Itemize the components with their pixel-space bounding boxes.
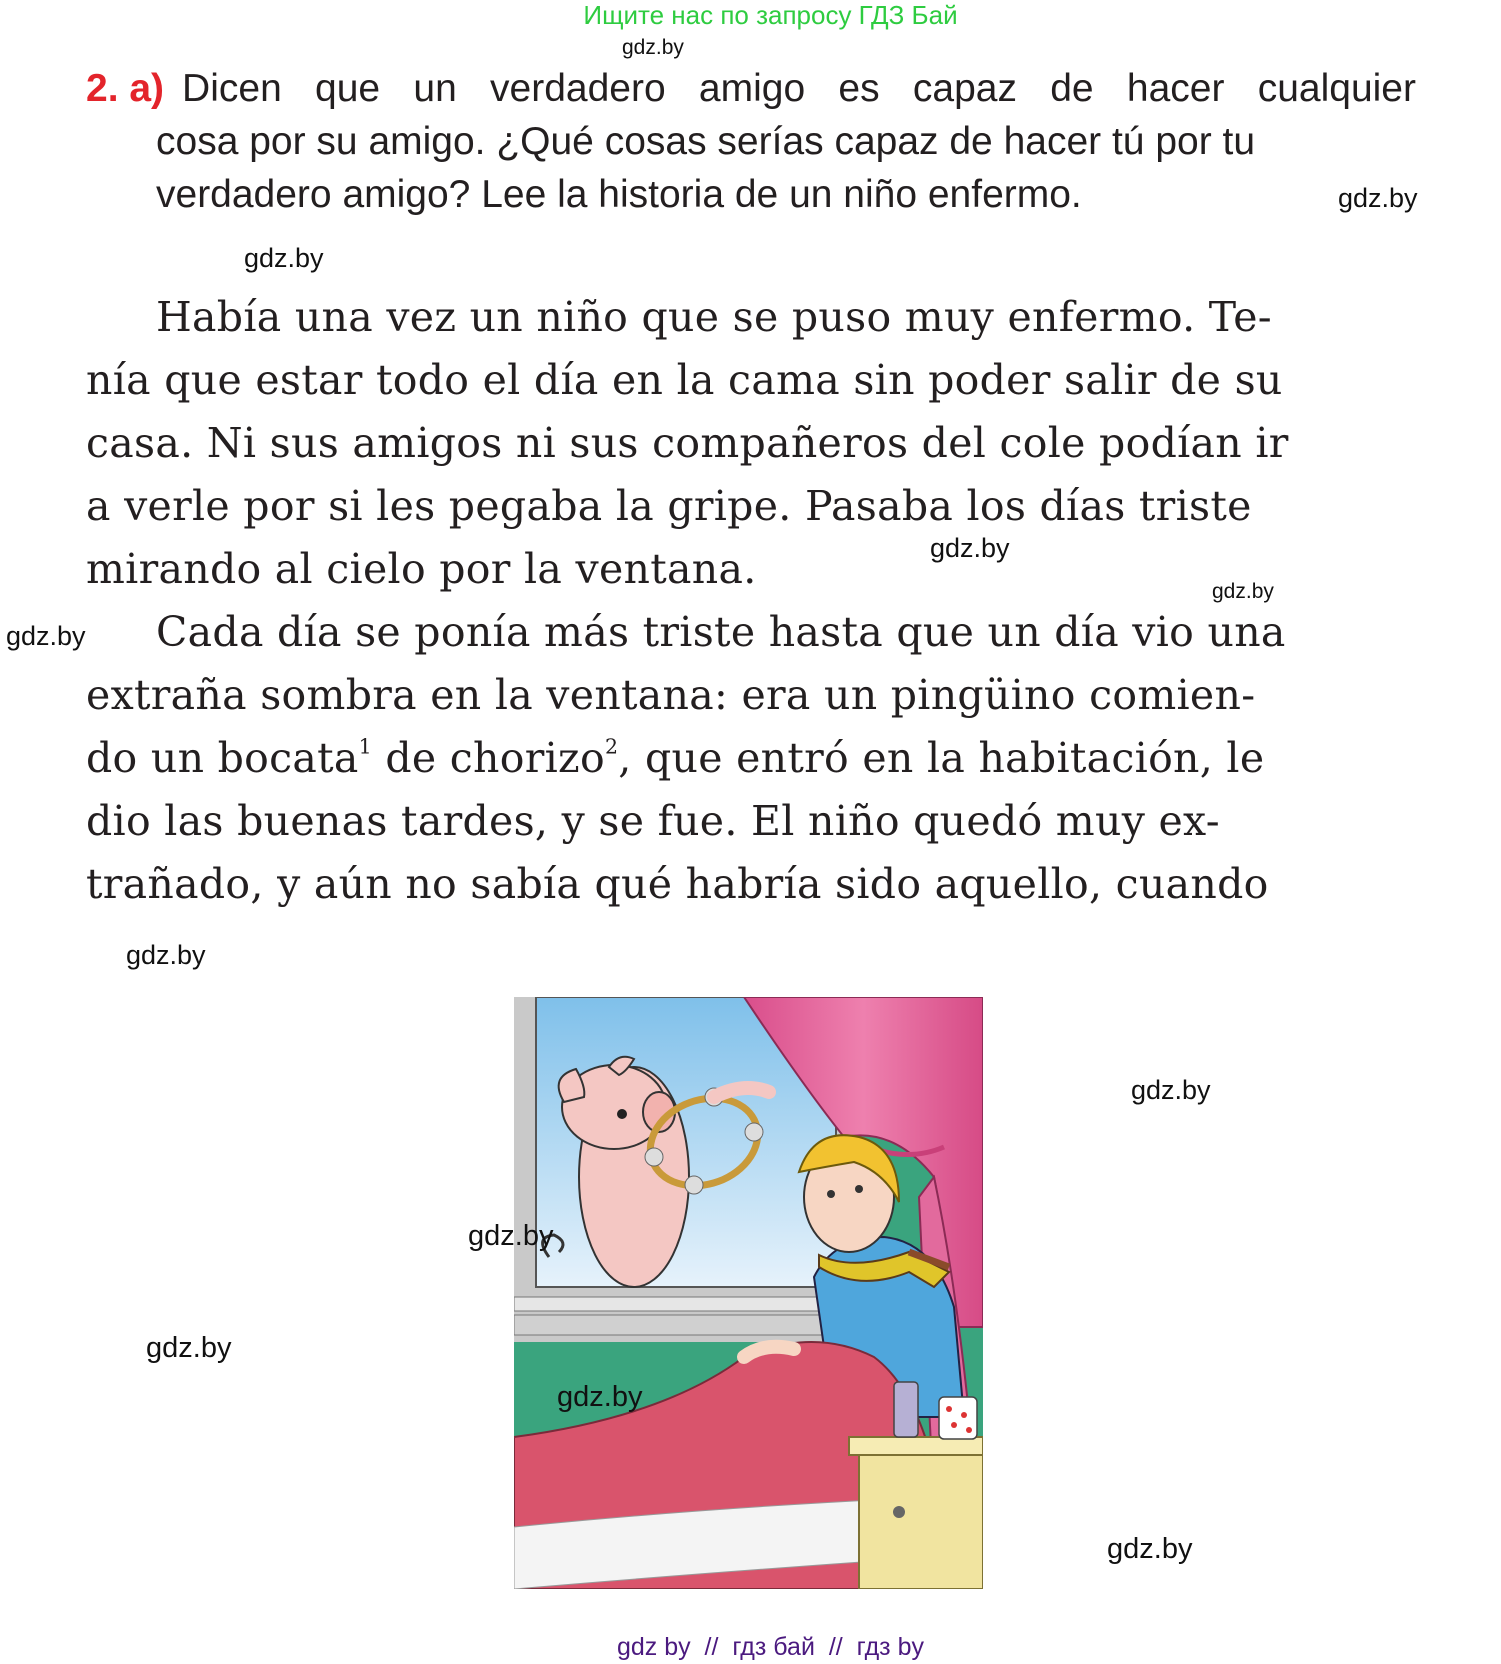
story-line: trañado, y aún no sabía qué habría sido aquello, cuando [86,860,1269,908]
task-word: de [1050,67,1094,110]
task-word: es [838,67,880,110]
story-line: Cada día se ponía más triste hasta que un día vio una [156,608,1286,656]
watermark: gdz.by [930,533,1010,563]
task-word: Dicen [182,67,282,110]
story-line: dio las buenas tardes, y se fue. El niño quedó muy ex- [86,797,1220,845]
task-word: cualquier [1257,67,1416,110]
task-word: amigo [698,67,806,110]
footnote-ref-2: 2 [604,734,619,759]
watermark: gdz.by [557,1381,643,1413]
watermark: gdz.by [244,243,324,273]
watermark: gdz.by [146,1332,232,1364]
story-text-segment: , que entró en la habitación, le [618,734,1265,782]
watermark: gdz.by [6,621,86,651]
task-line-2: cosa por su amigo. ¿Qué cosas serías capaz de hacer tú por tu [156,120,1256,163]
pig-and-sick-boy-illustration [514,997,983,1589]
watermark: gdz.by [126,940,206,970]
task-word: capaz [912,67,1017,110]
watermark: gdz.by [468,1220,554,1252]
story-line: nía que estar todo el día en la cama sin poder salir de su [86,356,1283,404]
task-word: un [413,67,457,110]
watermark: gdz.by [1338,183,1418,213]
task-word: verdadero [490,67,666,110]
story-text-segment: de chorizo [372,734,605,782]
watermark: gdz.by [622,36,684,59]
story-text-segment: do un bocata [86,734,359,782]
story-line: casa. Ni sus amigos ni sus compañeros del cole podían ir [86,419,1289,467]
watermark: gdz.by [1107,1533,1193,1565]
story-line: Había una vez un niño que se puso muy enfermo. Te- [156,293,1272,341]
task-line-1 [86,62,1416,115]
story-illustration [514,997,983,1589]
task-line-3: verdadero amigo? Lee la historia de un niño enfermo. [156,173,1082,216]
story-line: extraña sombra en la ventana: era un pingüino comien- [86,671,1256,719]
task-word: que [315,67,381,110]
watermark: gdz.by [1212,580,1274,603]
task-word: hacer [1126,67,1225,110]
story-line: mirando al cielo por la ventana. [86,545,757,593]
task-number: 2. a) [86,67,165,110]
story-line: a verle por si les pegaba la gripe. Pasaba los días triste [86,482,1252,530]
story-line-footnotes [86,734,1416,782]
footnote-ref-1: 1 [358,734,373,759]
search-hint-banner: Ищите нас по запросу ГДЗ Бай [583,0,958,30]
watermark: gdz.by [1131,1075,1211,1105]
task-instruction [86,62,1416,221]
footer-links: gdz by // гдз бай // гдз by [616,1633,924,1661]
task-line-1-words [164,62,1416,115]
